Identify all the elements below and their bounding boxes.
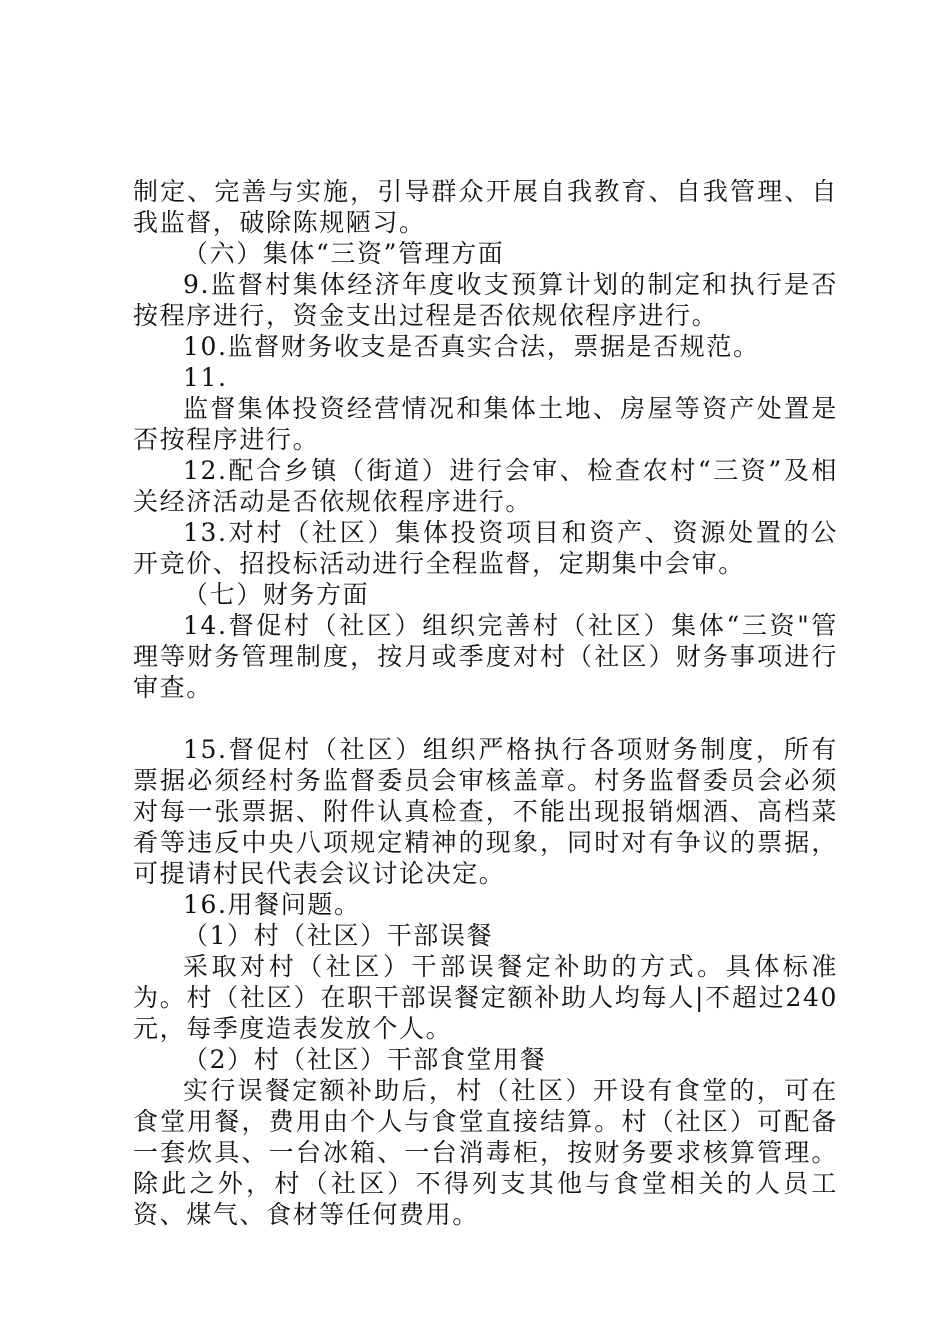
paragraph-continued: 制定、完善与实施，引导群众开展自我教育、自我管理、自我监督，破除陈规陋习。 [133,177,838,237]
item-9: 9.监督村集体经济年度收支预算计划的制定和执行是否按程序进行，资金支出过程是否依规依程序进行。 [133,270,838,330]
item-12: 12.配合乡镇（街道）进行会审、检查农村“三资”及相关经济活动是否依规依程序进行。 [133,456,838,516]
item-16: 16.用餐问题。 [183,890,361,919]
item-14: 14.督促村（社区）组织完善村（社区）集体“三资"管理等财务管理制度，按月或季度对村（社区）财务事项进行审查。 [133,611,838,702]
section-heading-assets: （六）集体“三资”管理方面 [183,239,505,268]
subheading-canteen: （2）村（社区）干部食堂用餐 [183,1045,547,1074]
meal-allowance-text: 采取对村（社区）干部误餐定补助的方式。具体标准为。村（社区）在职干部误餐定额补助人均每人|不超过240元，每季度造表发放个人。 [133,952,838,1043]
canteen-text: 实行误餐定额补助后，村（社区）开设有食堂的，可在食堂用餐，费用由个人与食堂直接结算。村（社区）可配备一套炊具、一台冰箱、一台消毒柜，按财务要求核算管理。除此之外，村（社区）不得列支其他与食堂相关的人员工资、煤气、食材等任何费用。 [133,1076,838,1229]
item-11-text: 监督集体投资经营情况和集体土地、房屋等资产处置是否按程序进行。 [133,394,838,454]
item-15: 15.督促村（社区）组织严格执行各项财务制度，所有票据必须经村务监督委员会审核盖章。村务监督委员会必须对每一张票据、附件认真检查，不能出现报销烟酒、高档菜肴等违反中央八项规定精神的现象，同时对有争议的票据，可提请村民代表会议讨论决定。 [133,735,838,888]
section-heading-finance: （七）财务方面 [183,580,370,609]
subheading-meal-allowance: （1）村（社区）干部误餐 [183,921,494,950]
item-13: 13.对村（社区）集体投资项目和资产、资源处置的公开竞价、招投标活动进行全程监督，定期集中会审。 [133,518,838,578]
item-10: 10.监督财务收支是否真实合法，票据是否规范。 [183,332,760,361]
blank-line [133,703,838,734]
item-11-number: 11. [183,363,228,392]
document-body [133,176,838,1230]
